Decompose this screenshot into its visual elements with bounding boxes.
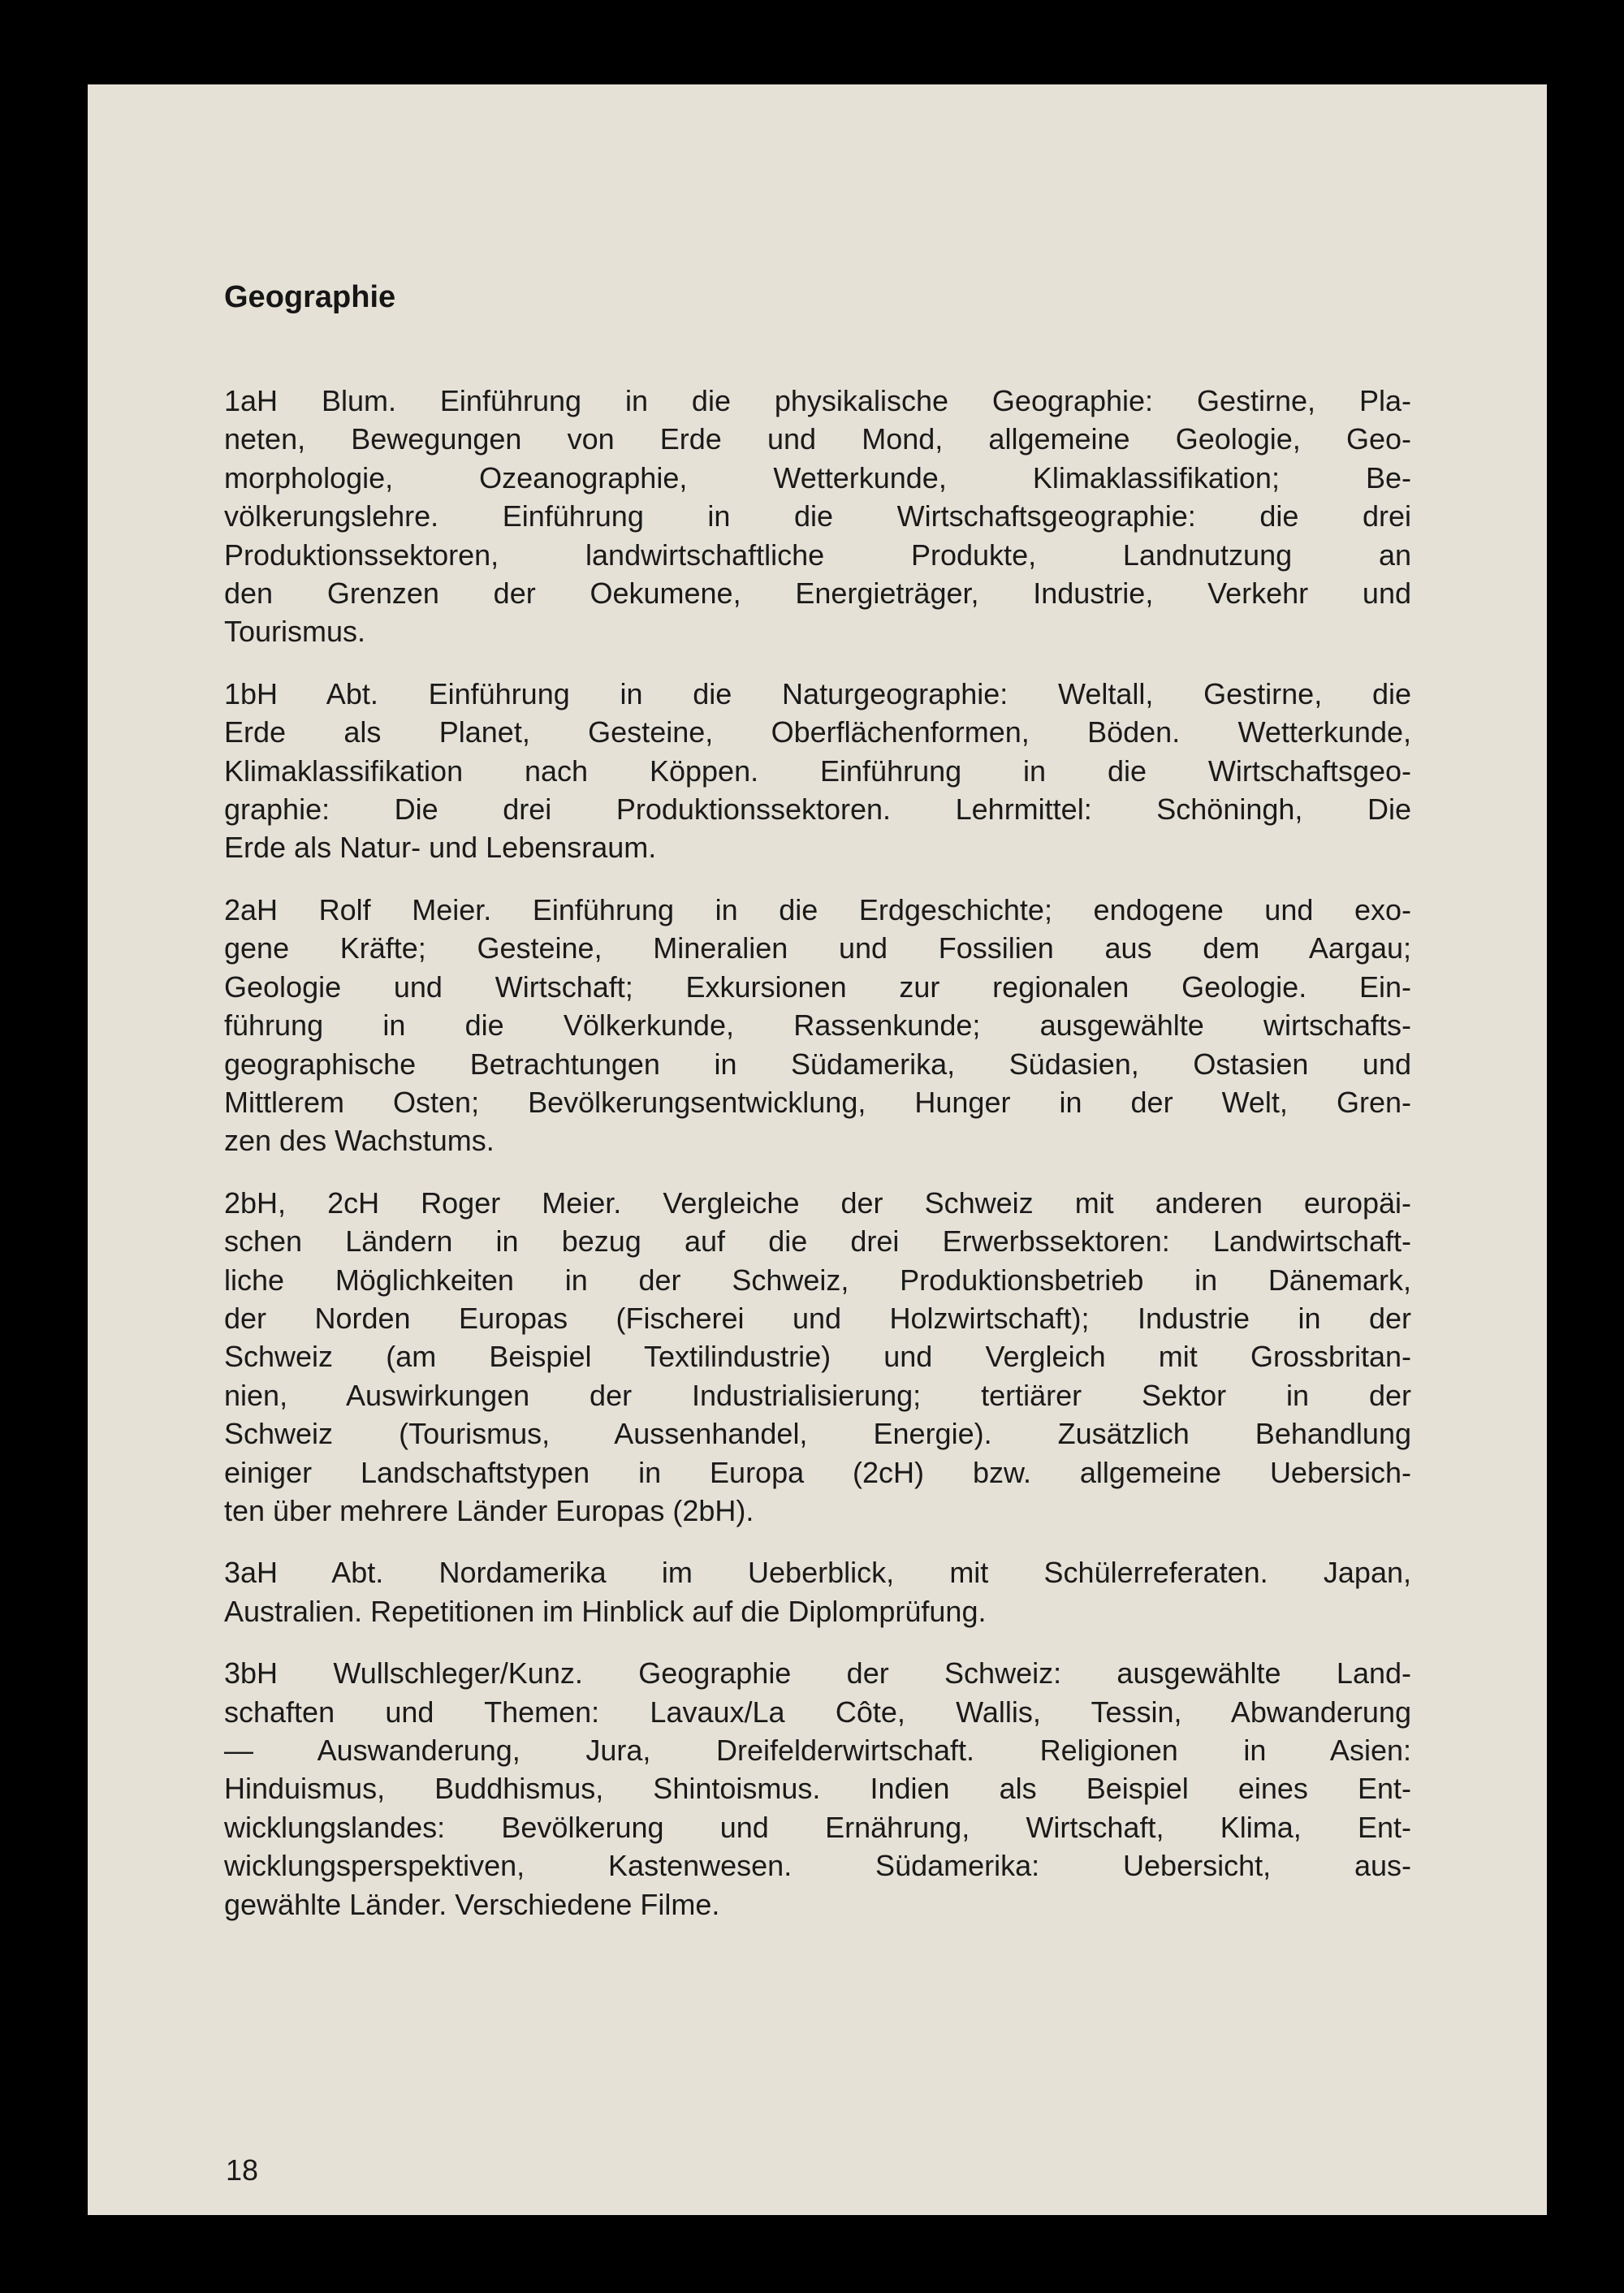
text-line: schen Ländern in bezug auf die drei Erwerbssektoren: Landwirtschaft-: [224, 1224, 1411, 1259]
text-line: 2bH, 2cH Roger Meier. Vergleiche der Schweiz mit anderen europäi-: [224, 1185, 1411, 1220]
text-line: 2aH Rolf Meier. Einführung in die Erdgeschichte; endogene und exo-: [224, 892, 1411, 926]
text-line: — Auswanderung, Jura, Dreifelderwirtschaft. Religionen in Asien:: [224, 1734, 1411, 1767]
text-line: den Grenzen der Oekumene, Energieträger, Industrie, Verkehr und: [224, 576, 1411, 611]
text-line: geographische Betrachtungen in Südamerika, Südasien, Ostasien und: [224, 1047, 1411, 1081]
document-page: [88, 84, 1547, 2215]
text-line: 3aH Abt. Nordamerika im Ueberblick, mit Schülerreferaten. Japan,: [224, 1556, 1411, 1590]
text-line: Klimaklassifikation nach Köppen. Einführung in die Wirtschaftsgeo-: [224, 754, 1411, 788]
text-line: führung in die Völkerkunde, Rassenkunde; ausgewählte wirtschafts-: [224, 1008, 1411, 1043]
text-line: Schweiz (Tourismus, Aussenhandel, Energie). Zusätzlich Behandlung: [224, 1417, 1411, 1451]
text-line: Geologie und Wirtschaft; Exkursionen zur regionalen Geologie. Ein-: [224, 969, 1411, 1004]
text-line: gene Kräfte; Gesteine, Mineralien und Fossilien aus dem Aargau;: [224, 931, 1411, 965]
paragraph-2aH: [224, 891, 1411, 1160]
text-line: schaften und Themen: Lavaux/La Côte, Wallis, Tessin, Abwanderung: [224, 1695, 1411, 1729]
text-line: einiger Landschaftstypen in Europa (2cH) bzw. allgemeine Uebersich-: [224, 1455, 1411, 1489]
text-line: Erde als Natur- und Lebensraum.: [224, 831, 657, 865]
text-line: gewählte Länder. Verschiedene Filme.: [224, 1887, 720, 1921]
paragraph-1aH: [224, 382, 1411, 651]
text-line: 1aH Blum. Einführung in die physikalische Geographie: Gestirne, Pla-: [224, 384, 1411, 417]
page-title: Geographie: [224, 280, 396, 314]
text-line: Tourismus.: [224, 615, 366, 649]
text-line: nien, Auswirkungen der Industrialisierung; tertiärer Sektor in der: [224, 1378, 1411, 1412]
text-line: neten, Bewegungen von Erde und Mond, allgemeine Geologie, Geo-: [224, 422, 1411, 456]
text-line: Produktionssektoren, landwirtschaftliche Produkte, Landnutzung an: [224, 538, 1411, 572]
paragraph-3aH: [224, 1553, 1411, 1630]
text-line: Schweiz (am Beispiel Textilindustrie) und Vergleich mit Grossbritan-: [224, 1340, 1411, 1374]
text-line: graphie: Die drei Produktionssektoren. Lehrmittel: Schöningh, Die: [224, 792, 1411, 827]
page-number: 18: [226, 2153, 259, 2187]
course-descriptions: [224, 382, 1411, 1947]
text-line: Erde als Planet, Gesteine, Oberflächenformen, Böden. Wetterkunde,: [224, 715, 1411, 749]
text-line: völkerungslehre. Einführung in die Wirtschaftsgeographie: die drei: [224, 499, 1411, 533]
text-line: 1bH Abt. Einführung in die Naturgeographie: Weltall, Gestirne, die: [224, 676, 1411, 710]
text-line: Australien. Repetitionen im Hinblick auf die Diplomprüfung.: [224, 1594, 987, 1628]
text-line: wicklungslandes: Bevölkerung und Ernährung, Wirtschaft, Klima, Ent-: [224, 1810, 1411, 1844]
paragraph-1bH: [224, 675, 1411, 867]
text-line: morphologie, Ozeanographie, Wetterkunde, Klimaklassifikation; Be-: [224, 460, 1411, 494]
text-line: Hinduismus, Buddhismus, Shintoismus. Indien als Beispiel eines Ent-: [224, 1772, 1411, 1806]
paragraph-3bH: [224, 1654, 1411, 1924]
text-line: zen des Wachstums.: [224, 1124, 495, 1158]
text-line: 3bH Wullschleger/Kunz. Geographie der Schweiz: ausgewählte Land-: [224, 1656, 1411, 1691]
text-line: Mittlerem Osten; Bevölkerungsentwicklung, Hunger in der Welt, Gren-: [224, 1085, 1411, 1119]
text-line: ten über mehrere Länder Europas (2bH).: [224, 1493, 754, 1527]
text-line: liche Möglichkeiten in der Schweiz, Produktionsbetrieb in Dänemark,: [224, 1263, 1411, 1297]
paragraph-2bH-2cH: [224, 1184, 1411, 1531]
text-line: der Norden Europas (Fischerei und Holzwirtschaft); Industrie in der: [224, 1301, 1411, 1335]
text-line: wicklungsperspektiven, Kastenwesen. Südamerika: Uebersicht, aus-: [224, 1849, 1411, 1883]
